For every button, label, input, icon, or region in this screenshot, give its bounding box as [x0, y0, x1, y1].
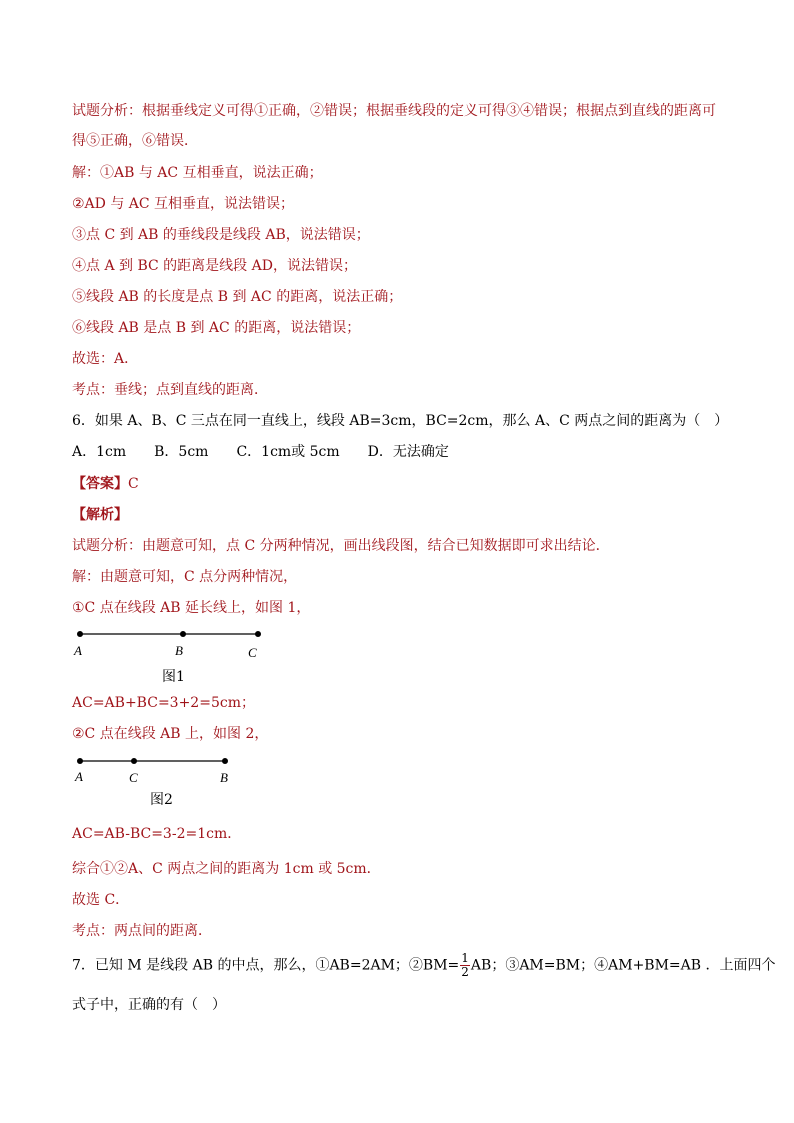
- q6-choice: 故选 C．: [72, 892, 130, 908]
- figure-1-label-a: A: [74, 643, 82, 658]
- figure-1-caption: 图1: [162, 669, 185, 685]
- figure-2-point-a: [77, 758, 83, 764]
- figure-1-label-c: C: [248, 645, 257, 660]
- figure-2-label-a: A: [75, 769, 83, 784]
- question-6-stem: 6．如果 A、B、C 三点在同一直线上，线段 AB=3cm，BC=2cm，那么 A、C 两点之间的距离为（ ）: [72, 413, 729, 429]
- q6-summary: 综合①②A、C 两点之间的距离为 1cm 或 5cm．: [72, 861, 381, 877]
- figure-2: [72, 749, 272, 793]
- solution-line-2: ②AD 与 AC 互相垂直，说法错误；: [72, 196, 295, 212]
- analysis-label: 【解析】: [72, 507, 128, 523]
- answer-label: 【答案】: [72, 476, 128, 492]
- answer-value: C: [128, 476, 139, 492]
- q6-case-1: ①C 点在线段 AB 延长线上，如图 1，: [72, 600, 311, 616]
- figure-1-point-b: [180, 631, 186, 637]
- solution-line-1: 解：①AB 与 AC 互相垂直，说法正确；: [72, 165, 323, 181]
- question-6-options: A．1cm B．5cm C．1cm或 5cm D．无法确定: [72, 444, 449, 460]
- question-7-stem: [72, 952, 776, 986]
- analysis-line-2: 得⑤正确，⑥错误．: [72, 133, 198, 149]
- solution-line-3: ③点 C 到 AB 的垂线段是线段 AB，说法错误；: [72, 227, 370, 243]
- solution-line-6: ⑥线段 AB 是点 B 到 AC 的距离，说法错误；: [72, 320, 361, 336]
- q6-solution-intro: 解：由题意可知，C 点分两种情况，: [72, 569, 298, 585]
- question-7-stem-cont: 式子中，正确的有（ ）: [72, 997, 226, 1013]
- q7-stem-part-1: 7．已知 M 是线段 AB 的中点，那么，①AB=2AM；②BM=: [72, 957, 460, 974]
- fraction-numerator: 1: [461, 951, 469, 965]
- fraction-one-half: [460, 952, 470, 979]
- q6-analysis: 试题分析：由题意可知，点 C 分两种情况，画出线段图，结合已知数据即可求出结论．: [72, 538, 610, 554]
- analysis-line-1: 试题分析：根据垂线定义可得①正确，②错误；根据垂线段的定义可得③④错误；根据点到直线的距离可: [72, 103, 716, 119]
- choice-line: 故选：A．: [72, 351, 139, 367]
- figure-2-point-c: [131, 758, 137, 764]
- fraction-denominator: 2: [461, 965, 469, 979]
- figure-2-label-c: C: [129, 770, 138, 785]
- figure-1-point-c: [255, 631, 261, 637]
- figure-1-point-a: [77, 631, 83, 637]
- solution-line-4: ④点 A 到 BC 的距离是线段 AD，说法错误；: [72, 258, 357, 274]
- q6-case-2: ②C 点在线段 AB 上，如图 2，: [72, 726, 269, 742]
- q6-calc-2: AC=AB-BC=3-2=1cm．: [72, 826, 242, 842]
- figure-2-point-b: [222, 758, 228, 764]
- q6-calc-1: AC=AB+BC=3+2=5cm；: [72, 695, 255, 711]
- figure-2-label-b: B: [220, 770, 228, 785]
- figure-1-label-b: B: [175, 643, 183, 658]
- solution-line-5: ⑤线段 AB 的长度是点 B 到 AC 的距离，说法正确；: [72, 289, 403, 305]
- topic-line: 考点：垂线；点到直线的距离．: [72, 382, 268, 398]
- figure-2-caption: 图2: [150, 792, 173, 808]
- q7-stem-part-2: AB；③AM=BM；④AM+BM=AB ．上面四个: [470, 957, 776, 974]
- answer-line: [72, 474, 139, 494]
- q6-topic: 考点：两点间的距离．: [72, 923, 212, 939]
- figure-1: [72, 622, 292, 668]
